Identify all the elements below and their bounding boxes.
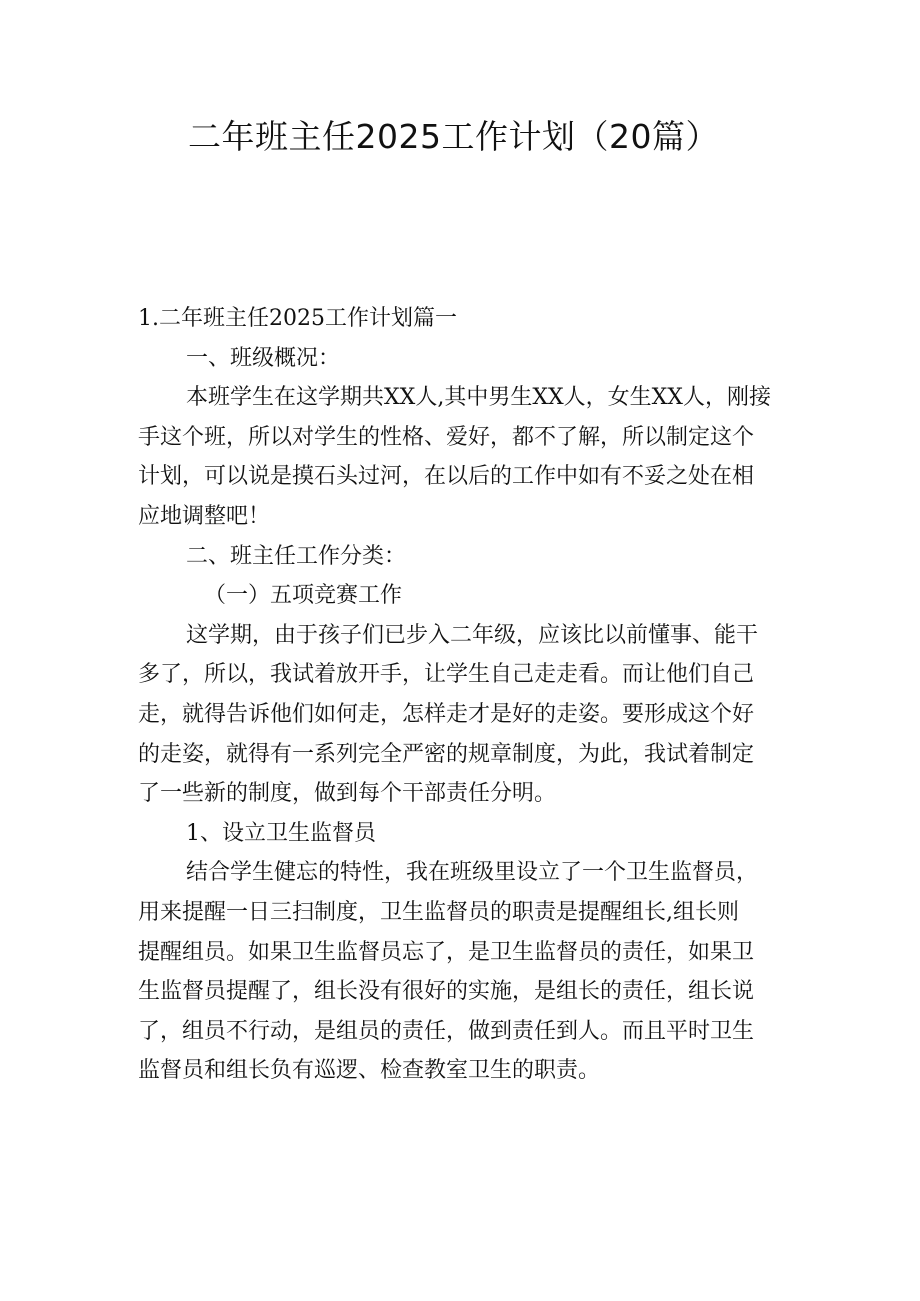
paragraph-line: 手这个班，所以对学生的性格、爱好，都不了解，所以制定这个: [138, 424, 755, 450]
work-category-heading: 二、班主任工作分类：: [186, 543, 407, 569]
paragraph-line: 用来提醒一日三扫制度，卫生监督员的职责是提醒组长,组长则: [138, 899, 739, 925]
supervisor-paragraph: [138, 853, 790, 1091]
section-heading-1: 1.二年班主任2025工作计划篇一: [138, 306, 457, 331]
paragraph-line: 这学期，由于孩子们已步入二年级，应该比以前懂事、能干: [186, 622, 759, 648]
paragraph-line: 多了，所以，我试着放开手，让学生自己走走看。而让他们自己: [138, 662, 755, 688]
paragraph-line: 结合学生健忘的特性，我在班级里设立了一个卫生监督员，: [186, 860, 759, 886]
paragraph-line: 应地调整吧！: [138, 503, 271, 529]
class-overview-heading: 一、班级概况：: [186, 345, 341, 371]
paragraph-line: 提醒组员。如果卫生监督员忘了，是卫生监督员的责任，如果卫: [138, 939, 755, 965]
paragraph-line: 了，组员不行动，是组员的责任，做到责任到人。而且平时卫生: [138, 1018, 755, 1044]
document-body: [138, 299, 790, 1091]
class-overview-paragraph: [138, 378, 790, 536]
competition-heading: （一）五项竞赛工作: [204, 583, 403, 609]
paragraph-line: 本班学生在这学期共XX人,其中男生XX人，女生XX人，刚接: [186, 385, 771, 411]
competition-paragraph: [138, 616, 790, 814]
paragraph-line: 走，就得告诉他们如何走，怎样走才是好的走姿。要形成这个好: [138, 701, 755, 727]
paragraph-line: 生监督员提醒了，组长没有很好的实施，是组长的责任，组长说: [138, 979, 755, 1005]
paragraph-line: 的走姿，就得有一系列完全严密的规章制度，为此，我试着制定: [138, 741, 755, 767]
paragraph-line: 计划，可以说是摸石头过河，在以后的工作中如有不妥之处在相: [138, 464, 755, 490]
document-title: 二年班主任2025工作计划（20篇）: [188, 117, 719, 156]
paragraph-line: 了一些新的制度，做到每个干部责任分明。: [138, 781, 557, 807]
paragraph-line: 监督员和组长负有巡逻、检查教室卫生的职责。: [138, 1058, 601, 1084]
supervisor-heading: 1、设立卫生监督员: [186, 820, 376, 846]
